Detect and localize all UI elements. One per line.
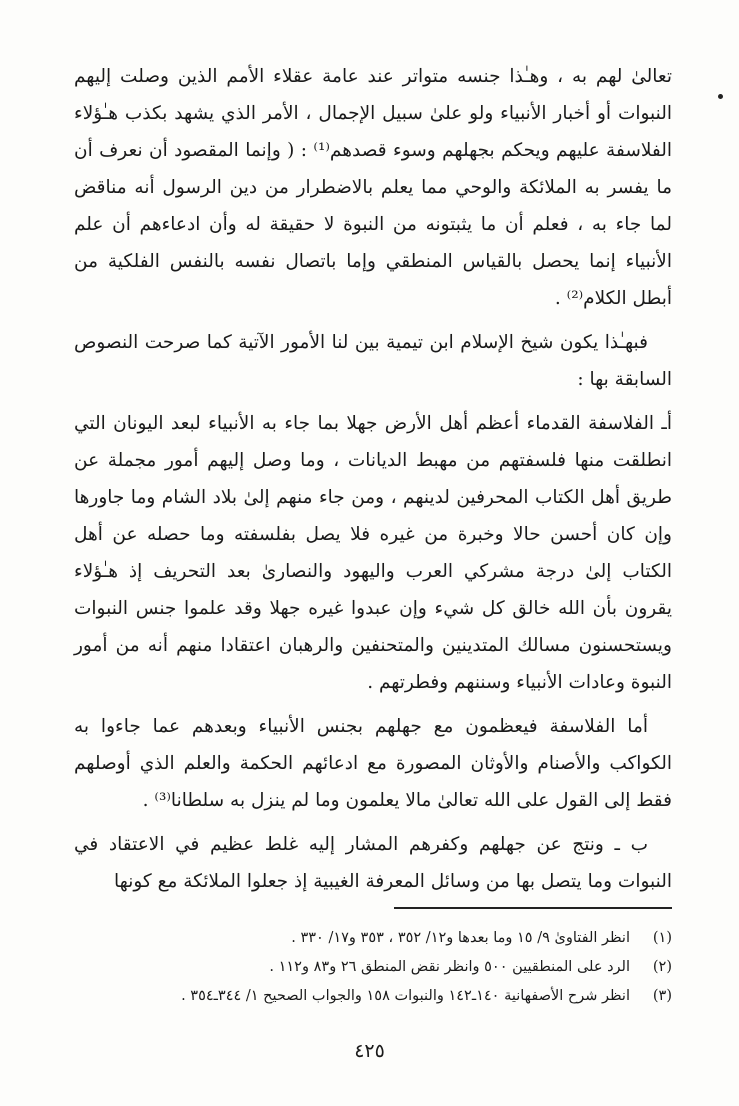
footnote-2 bbox=[74, 953, 672, 982]
footnote-3-number: (٣) bbox=[652, 988, 672, 1004]
footnote-1 bbox=[74, 924, 672, 953]
page-number: ٤٢٥ bbox=[354, 1040, 385, 1062]
paragraph-4: أما الفلاسفة فيعظمون مع جهلهم بجنس الأنبياء وبعدهم عما جاءوا به الكواكب والأصنام والأوثان المصورة مع ادعائهم الحكمة والعلم الذي أوصلهم فقط إلى القول على الله تعالىٰ مالا يعلمون وما لم ينزل به سلطانا⁽³⁾ . bbox=[74, 716, 672, 811]
footnote-separator bbox=[394, 907, 672, 909]
footnote-3-text: انظر شرح الأصفهانية ١٤٠ـ١٤٢ والنبوات ١٥٨ والجواب الصحيح ١/ ٣٤٤ـ٣٥٤ . bbox=[181, 988, 630, 1004]
main-text bbox=[74, 58, 672, 900]
margin-mark bbox=[718, 94, 723, 99]
footnote-2-number: (٢) bbox=[652, 959, 672, 975]
paragraph-1: تعالىٰ لهم به ، وهـٰذا جنسه متواتر عند عامة عقلاء الأمم الذين وصلت إليهم النبوات أو أخبار الأنبياء ولو علىٰ سبيل الإجمال ، الأمر الذي يشهد بكذب هـٰؤلاء الفلاسفة عليهم ويحكم بجهلهم وسوء قصدهم⁽¹⁾ : ( وإنما المقصود أن نعرف أن ما يفسر به الملائكة والوحي مما يعلم بالاضطرار من دين الرسول أنه مناقض لما جاء به ، فعلم أن ما يثبتونه من النبوة لا حقيقة له وأن ادعاءهم أن علم الأنبياء إنما يحصل بالقياس المنطقي وإما باتصال نفسه بالنفس الفلكية من أبطل الكلام⁽²⁾ . bbox=[74, 66, 672, 309]
paragraph-2: فبهـٰذا يكون شيخ الإسلام ابن تيمية بين لنا الأمور الآتية كما صرحت النصوص السابقة بها : bbox=[74, 332, 672, 390]
footnotes bbox=[74, 924, 672, 1011]
footnote-3 bbox=[74, 982, 672, 1011]
paragraph-3-point-a: أـ الفلاسفة القدماء أعظم أهل الأرض جهلا بما جاء به الأنبياء لبعد اليونان التي انطلقت منها فلسفتهم من مهبط الديانات ، وما وصل إليهم أمور مجملة عن طريق أهل الكتاب المحرفين لدينهم ، ومن جاء منهم إلىٰ بلاد الشام وما جاورها وإن كان أحسن حالا وخبرة من غيره فلا يصل بفلسفته وما حصله عن أهل الكتاب إلىٰ درجة مشركي العرب واليهود والنصارىٰ بعد التحريف إذ هـٰؤلاء يقرون بأن الله خالق كل شيء وإن عبدوا غيره جهلا وقد علموا جنس النبوات ويستحسنون مسالك المتدينين والمتحنفين والرهبان اعتقادا منهم أنه من أمور النبوة وعادات الأنبياء وسننهم وفطرتهم . bbox=[74, 413, 672, 693]
footnote-1-number: (١) bbox=[652, 930, 672, 946]
paragraph-5-point-b: ب ـ ونتج عن جهلهم وكفرهم المشار إليه غلط عظيم في الاعتقاد في النبوات وما يتصل بها من وسائل المعرفة الغيبية إذ جعلوا الملائكة مع كونها bbox=[74, 834, 672, 892]
footnote-1-text: انظر الفتاوىٰ ٩/ ١٥ وما بعدها و١٢/ ٣٥٢ ، ٣٥٣ و١٧/ ٣٣٠ . bbox=[291, 930, 630, 946]
footnote-2-text: الرد على المنطقيين ٥٠٠ وانظر نقض المنطق ٢٦ و٨٣ و١١٢ . bbox=[269, 959, 630, 975]
